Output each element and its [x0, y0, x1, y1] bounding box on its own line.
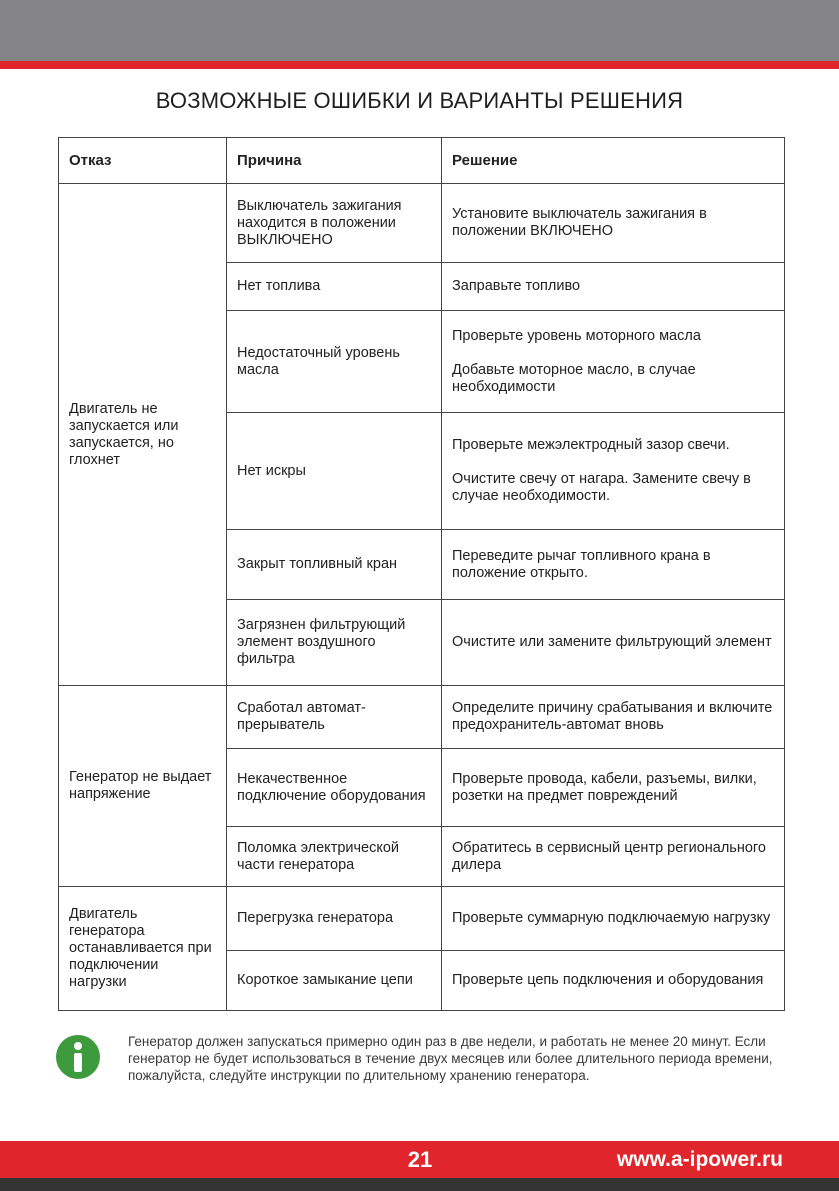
solution-text: Обратитесь в сервисный центр регионального дилера	[452, 839, 766, 873]
solution-text: Проверьте уровень моторного масла	[452, 327, 701, 344]
solution-cell	[442, 311, 785, 413]
header-solution: Решение	[442, 138, 785, 184]
solution-cell	[442, 951, 785, 1011]
solution-text: Переведите рычаг топливного крана в положение открыто.	[452, 547, 711, 581]
solution-cell	[442, 263, 785, 311]
fault-cell: Двигатель генератора останавливается при подключении нагрузки	[59, 887, 227, 1011]
header-band	[0, 0, 839, 61]
solution-text: Очистите свечу от нагара. Замените свечу в случае необходимости.	[452, 471, 751, 504]
fault-cell: Генератор не выдает напряжение	[59, 686, 227, 887]
cause-cell: Сработал автомат-прерыватель	[227, 686, 442, 749]
info-icon	[56, 1035, 100, 1079]
fault-cell: Двигатель не запускается или запускается, но глохнет	[59, 184, 227, 686]
cause-cell: Закрыт топливный кран	[227, 530, 442, 600]
page-number: 21	[407, 1147, 433, 1172]
solution-cell	[442, 413, 785, 530]
solution-text: Проверьте суммарную подключаемую нагрузку	[452, 910, 771, 926]
table-row	[59, 184, 785, 263]
solution-cell	[442, 600, 785, 686]
info-note	[56, 1033, 786, 1103]
cause-cell: Выключатель зажигания находится в положении ВЫКЛЮЧЕНО	[227, 184, 442, 263]
cause-cell: Нет топлива	[227, 263, 442, 311]
table-row	[59, 887, 785, 951]
cause-cell: Короткое замыкание цепи	[227, 951, 442, 1011]
solution-cell	[442, 686, 785, 749]
solution-text: Проверьте межэлектродный зазор свечи.	[452, 437, 730, 453]
solution-text: Проверьте цепь подключения и оборудования	[452, 972, 764, 988]
footer-dark-stripe	[0, 1178, 839, 1191]
solution-text: Заправьте топливо	[452, 278, 581, 294]
header-accent-stripe	[0, 61, 839, 69]
cause-cell: Поломка электрической части генератора	[227, 827, 442, 887]
header-fault: Отказ	[59, 138, 227, 184]
info-note-text: Генератор должен запускаться примерно один раз в две недели, и работать не менее 20 минут. Если генератор не будет использоваться в течение двух месяцев или более длительного периода времени, пожалуйста, следуйте инструкции по длительному хранению генератора.	[128, 1034, 773, 1083]
cause-cell: Нет искры	[227, 413, 442, 530]
solution-cell	[442, 827, 785, 887]
solution-text: Определите причину срабатывания и включите предохранитель-автомат вновь	[452, 700, 773, 733]
cause-cell: Недостаточный уровень масла	[227, 311, 442, 413]
cause-cell: Перегрузка генератора	[227, 887, 442, 951]
solution-text: Добавьте моторное масло, в случае необходимости	[452, 361, 696, 395]
table-header-row	[59, 138, 785, 184]
solution-cell	[442, 749, 785, 827]
header-cause: Причина	[227, 138, 442, 184]
troubleshooting-table	[58, 137, 785, 1011]
page-title: ВОЗМОЖНЫЕ ОШИБКИ И ВАРИАНТЫ РЕШЕНИЯ	[155, 88, 684, 113]
solution-cell	[442, 184, 785, 263]
solution-text: Проверьте провода, кабели, разъемы, вилки, розетки на предмет повреждений	[452, 770, 757, 804]
cause-cell: Загрязнен фильтрующий элемент воздушного фильтра	[227, 600, 442, 686]
solution-text: Установите выключатель зажигания в положении ВКЛЮЧЕНО	[452, 206, 707, 239]
solution-cell	[442, 530, 785, 600]
site-url[interactable]: www.a-ipower.ru	[616, 1148, 783, 1171]
solution-cell	[442, 887, 785, 951]
table-row	[59, 686, 785, 749]
cause-cell: Некачественное подключение оборудования	[227, 749, 442, 827]
solution-text: Очистите или замените фильтрующий элемент	[452, 634, 772, 650]
